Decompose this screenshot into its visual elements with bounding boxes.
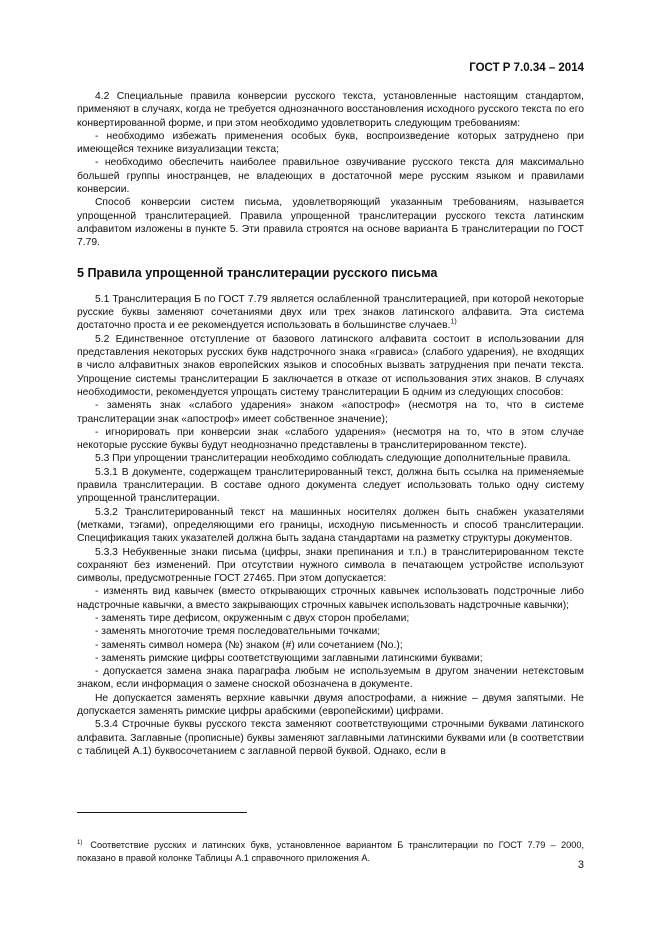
paragraph: - заменять тире дефисом, окруженным с двух сторон пробелами; xyxy=(95,612,410,624)
paragraph: Не допускается заменять верхние кавычки двумя апострофами, а нижние – двумя запятыми. Не допускается заменять римские цифры арабскими (европейскими) цифрами. xyxy=(77,692,584,718)
document-header: ГОСТ Р 7.0.34 – 2014 xyxy=(469,62,584,74)
paragraph: 5.2 Единственное отступление от базового латинского алфавита состоит в использовании для представления некоторых русских букв надстрочного знака «грависа» (слабого ударения), не входящих в число алфавитных знаков европейских языков и способных вызвать затруднения при печати текста. Упрощение системы транслитерации Б заключается в отказе от использования этих знаков. В случаях необходимости, рекомендуется упрощать систему транслитерации Б одним из следующих способов: xyxy=(77,333,584,398)
paragraph: - необходимо избежать применения особых букв, воспроизведение которых затруднено при имеющейся технике визуализации текста; xyxy=(77,130,584,156)
paragraph: - заменять символ номера (№) знаком (#) или сочетанием (No.); xyxy=(95,639,403,651)
paragraph-text: 5.1 Транслитерация Б по ГОСТ 7.79 является ослабленной транслитерацией, при которой некоторые русские буквы заменяют сочетаниями двух или трех знаков латинского алфавита. Эта система достаточно проста и ее рекомендуется использовать в большинстве случаев. xyxy=(77,293,584,332)
page-number: 3 xyxy=(577,859,584,871)
paragraph: - необходимо обеспечить наиболее правильное озвучивание русского текста для максимально большей группы иностранцев, не владеющих в достаточной мере русским языком и правилами конверсии. xyxy=(77,157,584,196)
paragraph: 5.3.1 В документе, содержащем транслитерированный текст, должна быть ссылка на применяемые правила транслитерации. В составе одного документа следует использовать только одну систему упрощенной транслитерации. xyxy=(77,466,584,505)
paragraph: 5.3.3 Небуквенные знаки письма (цифры, знаки препинания и т.п.) в транслитерированном тексте сохраняют без изменений. При отсутствии нужного символа в печатающем устройстве используют символы, предусмотренные ГОСТ 27465. При этом допускается: xyxy=(77,546,584,585)
paragraph xyxy=(77,293,584,333)
paragraph: 5.3.2 Транслитерированный текст на машинных носителях должен быть снабжен указателями (метками, тэгами), определяющими его границы, исходную письменность и способ транслитерации. Спецификация таких указателей должна быть задана стандартами на разметку структуры документов. xyxy=(77,506,584,545)
paragraph: 5.3.4 Строчные буквы русского текста заменяют соответствующими строчными буквами латинского алфавита. Заглавные (прописные) буквы заменяют заглавными латинскими буквами или (в соответствии с таблицей А.1) буквосочетанием с заглавной первой буквой. Однако, если в xyxy=(77,719,584,757)
paragraph: 5.3 При упрощении транслитерации необходимо соблюдать следующие дополнительные правила. xyxy=(95,453,571,465)
section-heading: 5 Правила упрощенной транслитерации русского письма xyxy=(77,265,438,280)
paragraph: - игнорировать при конверсии знак «слабого ударения» (несмотря на то, что в этом случае некоторые русские буквы будут неоднозначно представлены в транслитерированном тексте). xyxy=(77,426,584,452)
paragraph: 4.2 Специальные правила конверсии русского текста, установленные настоящим стандартом, применяют в случаях, когда не требуется однозначного восстановления исходного русского текста по его конвертированной форме, и при этом необходимо удовлетворить следующим требованиям: xyxy=(77,91,584,129)
paragraph: - допускается замена знака параграфа любым не используемым в другом значении нетекстовым знаком, если информация о замене сноской обозначена в документе. xyxy=(77,666,584,691)
paragraph: - изменять вид кавычек (вместо открывающих строчных кавычек использовать подстрочные либо надстрочные кавычки, а вместо закрывающих строчных кавычек использовать надстрочные кавычки); xyxy=(77,586,584,611)
footnote-reference[interactable]: 1) xyxy=(450,319,457,327)
footnote-divider xyxy=(77,812,247,813)
paragraph: Способ конверсии систем письма, удовлетворяющий указанным требованиям, называется упрощенной транслитерацией. Правила упрощенной транслитерации русского текста латинским алфавитом изложены в пункте 5. Эти правила строятся на основе варианта Б транслитерации по ГОСТ 7.79. xyxy=(77,197,584,249)
footnote-text: Соответствие русских и латинских букв, установленное вариантом Б транслитерации по ГОСТ 7.79 – 2000, показано в правой колонке Таблицы А.1 справочного приложения А. xyxy=(77,840,584,864)
paragraph: - заменять римские цифры соответствующими заглавными латинскими буквами; xyxy=(95,652,483,664)
paragraph: - заменять многоточие тремя последовательными точками; xyxy=(95,626,381,638)
paragraph: - заменять знак «слабого ударения» знаком «апостроф» (несмотря на то, что в системе транслитерации знак «апостроф» имеет собственное значение); xyxy=(77,400,584,425)
footnote-marker: 1) xyxy=(77,840,83,847)
document-body xyxy=(77,90,584,758)
footnote xyxy=(77,839,584,865)
